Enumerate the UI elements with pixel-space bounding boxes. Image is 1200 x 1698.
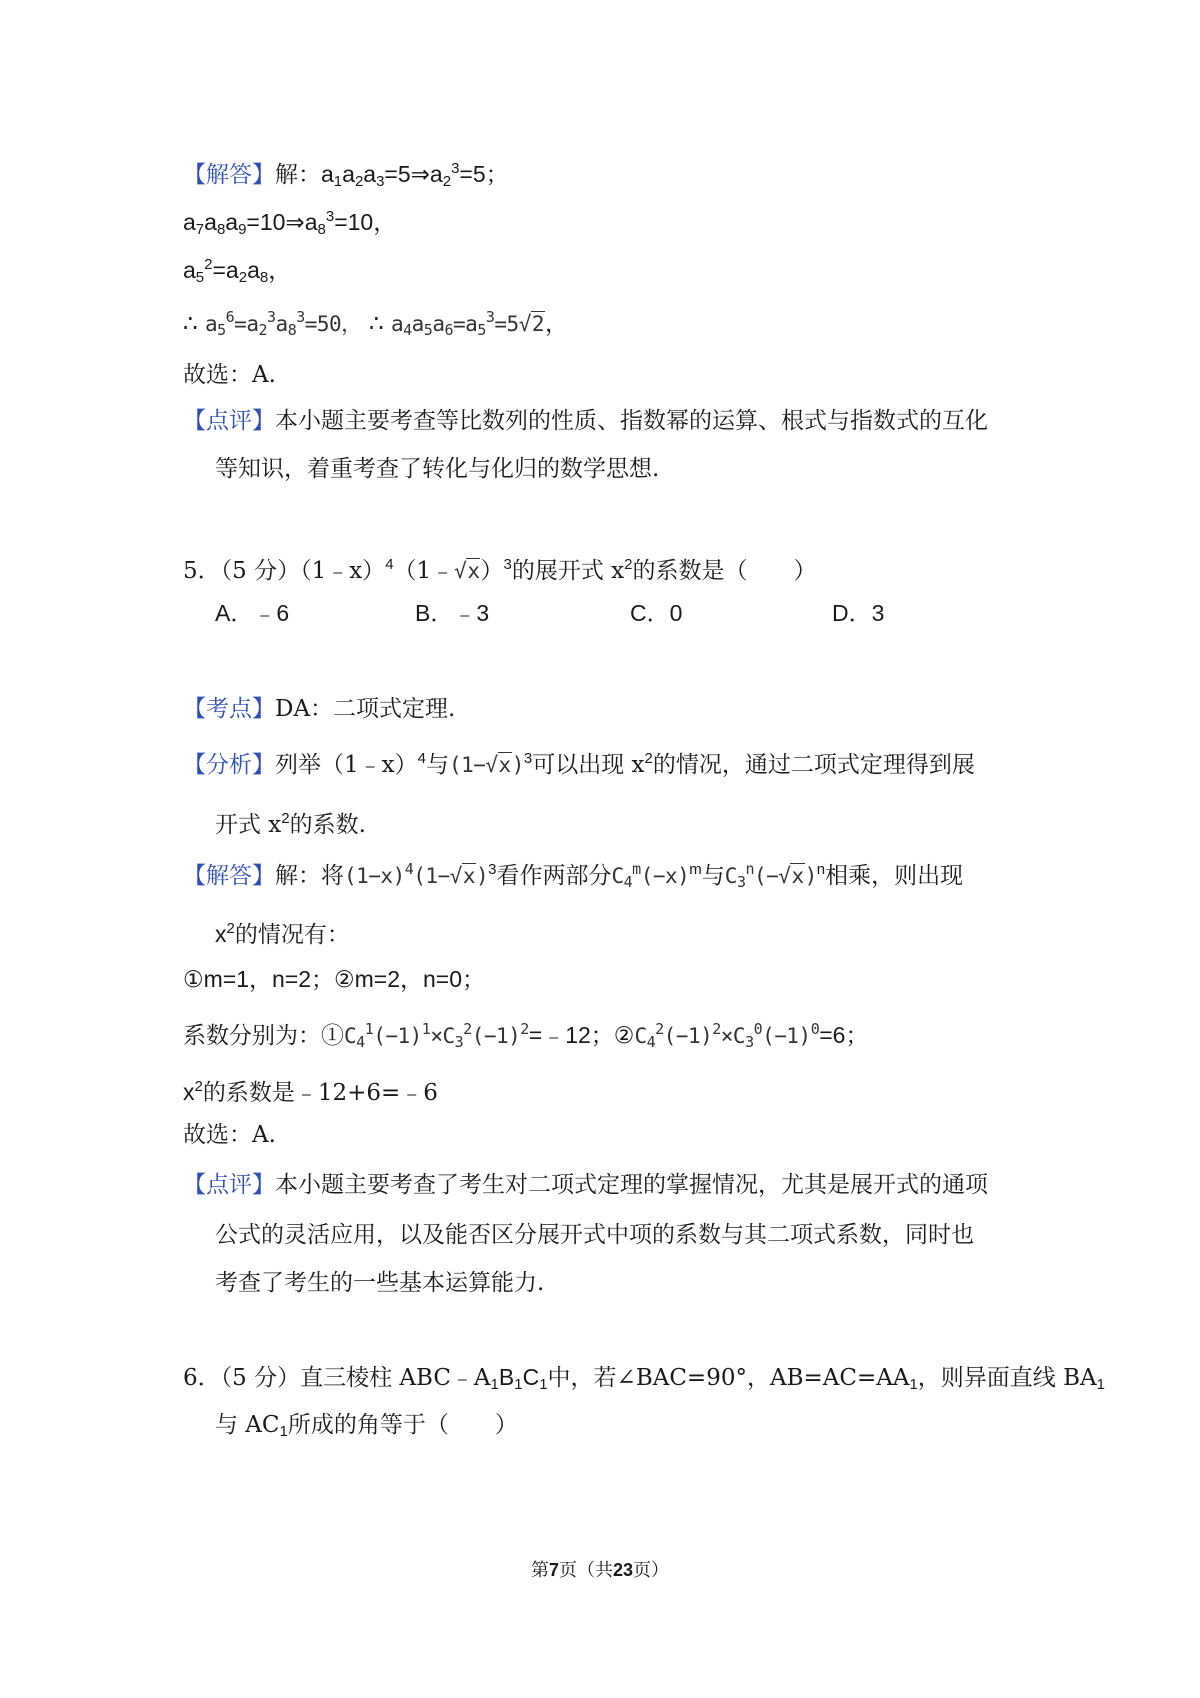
- answer-tag: 【解答】: [183, 162, 275, 188]
- option-c: C．0: [630, 600, 683, 626]
- q4-comment-line2: 等知识，着重考查了转化与化归的数学思想.: [215, 456, 660, 482]
- q5-choose: 故选：A.: [183, 1122, 276, 1148]
- kaodian-tag: 【考点】: [183, 696, 275, 722]
- option-b: B．﹣3: [415, 600, 490, 626]
- formula-image: $a_5^6=a_2^3a_8^3$: [204, 308, 305, 339]
- q5-comment-line2: 公式的灵活应用，以及能否区分展开式中项的系数与其二项式系数，同时也: [215, 1222, 974, 1248]
- option-d: D．3: [832, 600, 885, 626]
- q4-choose: 故选：A.: [183, 362, 276, 388]
- formula-image: $(1-x)^4(1-√x)$: [344, 860, 489, 888]
- formula-image: $C_3^n(-√x)$: [724, 860, 817, 891]
- formula-image: $C_4^1(-1)^1\times C_3^2(-1)^2$: [344, 1020, 529, 1051]
- q4-answer-line3: $a_5^2=a_2a_8$，: [183, 256, 292, 286]
- option-a: A．﹣6: [215, 600, 290, 626]
- formula-image: $C_4^m(-x)$: [611, 860, 690, 891]
- page-number: 7: [548, 1560, 559, 1580]
- formula-image: $a_4a_5a_6=a_5^3$: [390, 308, 495, 339]
- answer-tag: 【解答】: [183, 863, 275, 889]
- q5-stem: 5．（5 分）（1﹣x）$^4$（1﹣√x）$^3$的展开式 $x^2$的系数是（ ）: [183, 556, 817, 584]
- q4-answer-line2: $a_7a_8a_9=10\Rightarrow a_8^3=10$，: [183, 208, 397, 238]
- q4-comment-line1: 【点评】本小题主要考查等比数列的性质、指数幂的运算、根式与指数式的互化: [183, 408, 988, 434]
- q5-comment-line3: 考查了考生的一些基本运算能力.: [215, 1270, 545, 1296]
- q5-comment-line1: 【点评】本小题主要考查了考生对二项式定理的掌握情况，尤其是展开式的通项: [183, 1172, 988, 1198]
- formula-image: $C_4^2(-1)^2\times C_3^0(-1)^0$: [634, 1020, 820, 1051]
- q5-cases: ①m=1，n=2；②m=2，n=0；: [183, 966, 486, 992]
- fenxi-tag: 【分析】: [183, 752, 275, 778]
- comment-tag: 【点评】: [183, 408, 275, 434]
- formula-image: (1−√x): [448, 753, 524, 777]
- q6-stem-line1: 6．（5 分）直三棱柱 $ABC﹣A_1B_1C_1$中，若∠BAC=90°，$AB=AC=AA_1$，则异面直线 $BA_1$: [183, 1364, 1105, 1393]
- q5-jieda-line2: $x^2$的情况有：: [215, 920, 350, 948]
- total-pages: 23: [612, 1560, 634, 1580]
- q5-coefficients: 系数分别为：$①C_4^1(-1)^1\times C_3^2(-1)^2=﹣12$；$②C_4^2(-1)^2\times C_3^0(-1)^0=6$；: [183, 1020, 869, 1051]
- q5-fenxi-line1: 【分析】列举（1﹣x）$^4$与$(1-√x)^3$可以出现 $x^2$的情况，通过二项式定理得到展: [183, 750, 975, 778]
- q5-fenxi-line2: 开式 $x^2$的系数.: [215, 810, 366, 838]
- q5-jieda-line1: 【解答】解：将$(1-x)^4(1-√x)^3$看作两部分$C_4^m(-x)^m$与$C_3^n(-√x)^n$相乘，则出现: [183, 860, 964, 891]
- q4-answer-line1: 【解答】解：$a_1a_2a_3=5\Rightarrow a_2^3=5$；: [183, 160, 509, 190]
- comment-tag: 【点评】: [183, 1172, 275, 1198]
- q5-sum: $x^2$的系数是﹣12+6=﹣6: [183, 1078, 438, 1106]
- q4-answer-line4: ∴ $a_5^6=a_2^3a_8^3=50$， ∴ $a_4a_5a_6=a_5^3=5√2$，: [183, 308, 568, 339]
- page-footer: 第7页（共23页）: [530, 1560, 670, 1581]
- q5-kaodian: 【考点】DA：二项式定理.: [183, 696, 456, 722]
- q6-stem-line2: 与 $AC_1$所成的角等于（ ）: [215, 1412, 518, 1440]
